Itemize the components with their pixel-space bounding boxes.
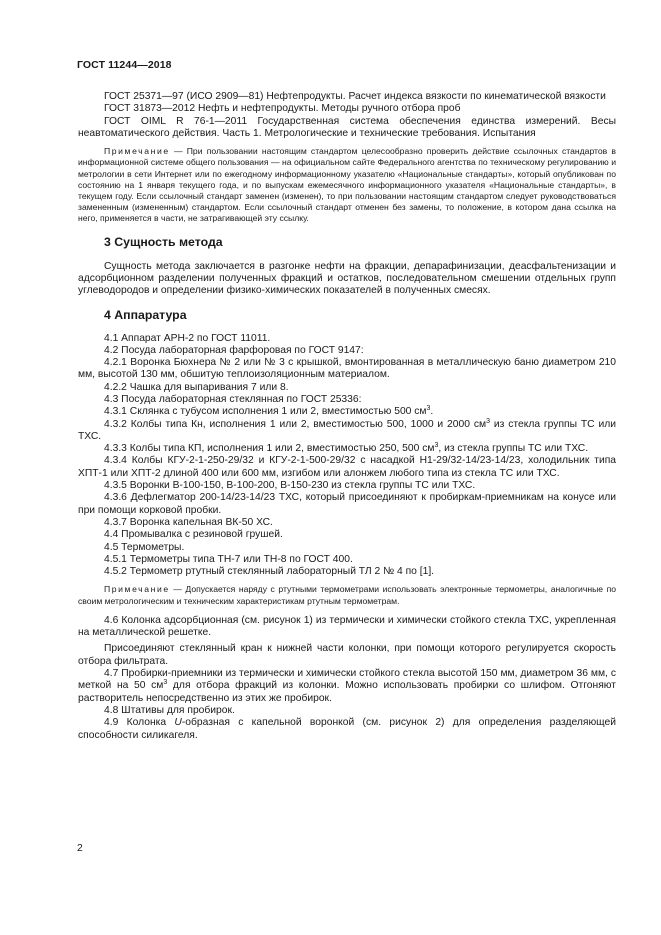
document-body	[78, 91, 616, 742]
clause-4-4: 4.4 Промывалка с резиновой грушей.	[104, 529, 283, 541]
section-3-title: 3 Сущность метода	[104, 234, 223, 249]
note-text: — Допускается наряду с ртутными термометрами использовать электронные термометры, аналогичные по своим метрологическим и техническим характеристикам ртутным термометрам.	[78, 584, 616, 606]
clause-4-6-continued: Присоединяют стеклянный кран к нижней части колонки, при помощи которого регулируется скорость отбора фильтрата.	[78, 643, 616, 667]
page-number: 2	[77, 843, 83, 854]
note-label: Примечание	[104, 584, 170, 595]
reference-item: ГОСТ 25371—97 (ИСО 2909—81) Нефтепродукты. Расчет индекса вязкости по кинематической вязкости	[104, 91, 606, 102]
document-header: ГОСТ 11244—2018	[77, 59, 172, 71]
note-thermometers	[78, 584, 616, 606]
clause-4-9: 4.9 Колонка U-образная с капельной воронкой (см. рисунок 2) для определения разделяющей способности силикагеля.	[78, 717, 616, 741]
reference-item: ГОСТ OIML R 76-1—2011 Государственная система обеспечения единства измерений. Весы неавтоматического действия. Часть 1. Метрологические и технические требования. Испытания	[78, 115, 616, 139]
note-text: — При пользовании настоящим стандартом целесообразно проверить действие ссылочных стандартов в информационной системе общего пользования — на официальном сайте Федерального агентства по техническому регулированию и метрологии в сети Интернет или по ежегодному информационному указателю «Национальные стандарты», который опубликован по состоянию на 1 января текущего года, и по выпускам ежемесячного информационного указателя «Национальные стандарты», в текущем году. Если ссылочный стандарт заменен (изменен), то при пользовании настоящим стандартом следует руководствоваться замененным (измененным) стандартом. Если ссылочный стандарт отменен без замены, то положение, в котором дана ссылка на него, применяется в части, не затрагивающей эту ссылку.	[78, 146, 616, 224]
clause-4-7: 4.7 Пробирки-приемники из термически и химически стойкого стекла высотой 150 мм, диаметром 36 мм, с меткой на 50 $см^3$ для отбора фракций из колонки. Можно использовать пробирки со шлифом. Отгоняют растворитель непосредственно из этих же пробирок.	[78, 668, 616, 704]
clause-4-6: 4.6 Колонка адсорбционная (см. рисунок 1) из термически и химически стойкого стекла ТХС, укрепленная на металлической решетке.	[78, 614, 616, 639]
clause-4-5-1: 4.5.1 Термометры типа ТН-7 или ТН-8 по ГОСТ 400.	[104, 553, 353, 565]
clause-4-3: 4.3 Посуда лабораторная стеклянная по ГОСТ 25336:	[104, 393, 362, 405]
note-references	[78, 146, 616, 224]
section-3-text: Сущность метода заключается в разгонке нефти на фракции, депарафинизации, деасфальтенизации и адсорбционном разделении полученных фракций и остатков, последовательном смешении отдельных групп углеводородов и определении физико-химических показателей в полученных смесях.	[78, 260, 616, 297]
clause-4-2: 4.2 Посуда лабораторная фарфоровая по ГОСТ 9147:	[104, 344, 364, 356]
clause-4-8: 4.8 Штативы для пробирок.	[104, 704, 235, 716]
reference-item: ГОСТ 31873—2012 Нефть и нефтепродукты. Методы ручного отбора проб	[104, 103, 461, 115]
note-label: Примечание	[104, 146, 170, 157]
clause-4-3-3: 4.3.3 Колбы типа КП, исполнения 1 или 2, вместимостью 250, 500 $см^3$, из стекла группы ТС или ТХС.	[104, 442, 589, 455]
clause-4-2-1: 4.2.1 Воронка Бюхнера № 2 или № 3 с крышкой, вмонтированная в металлическую баню диаметром 210 мм, высотой 130 мм, обшитую теплоизоляционным материалом.	[78, 357, 616, 381]
clause-4-5-2: 4.5.2 Термометр ртутный стеклянный лабораторный ТЛ 2 № 4 по [1].	[104, 566, 435, 578]
clause-4-3-2: 4.3.2 Колбы типа Кн, исполнения 1 или 2, вместимостью 500, 1000 и 2000 $см^3$ из стекла группы ТС или ТХС.	[78, 417, 616, 442]
clause-4-5: 4.5 Термометры.	[104, 541, 185, 553]
clause-4-3-1: 4.3.1 Склянка с тубусом исполнения 1 или 2, вместимостью 500 $см^3$.	[104, 405, 434, 418]
clause-4-3-4: 4.3.4 Колбы КГУ-2-1-250-29/32 и КГУ-2-1-500-29/32 с насадкой Н1-29/32-14/23-14/23, холодильник типа ХПТ-1 или ХПТ-2 длиной 400 или 600 мм, изгибом или алонжем любого типа из стекла ТС или ТХС.	[78, 455, 616, 479]
clause-4-3-5: 4.3.5 Воронки В-100-150, В-100-200, В-150-230 из стекла группы ТС или ТХС.	[104, 480, 476, 492]
clause-4-2-2: 4.2.2 Чашка для выпаривания 7 или 8.	[104, 381, 289, 393]
clause-4-3-7: 4.3.7 Воронка капельная ВК-50 ХС.	[104, 516, 273, 528]
section-4-title: 4 Аппаратура	[104, 307, 187, 322]
clause-4-1: 4.1 Аппарат АРН-2 по ГОСТ 11011.	[104, 332, 271, 344]
clause-4-3-6: 4.3.6 Дефлегматор 200-14/23-14/23 ТХС, который присоединяют к пробиркам-приемникам на конусе или при помощи корковой пробки.	[78, 492, 616, 516]
